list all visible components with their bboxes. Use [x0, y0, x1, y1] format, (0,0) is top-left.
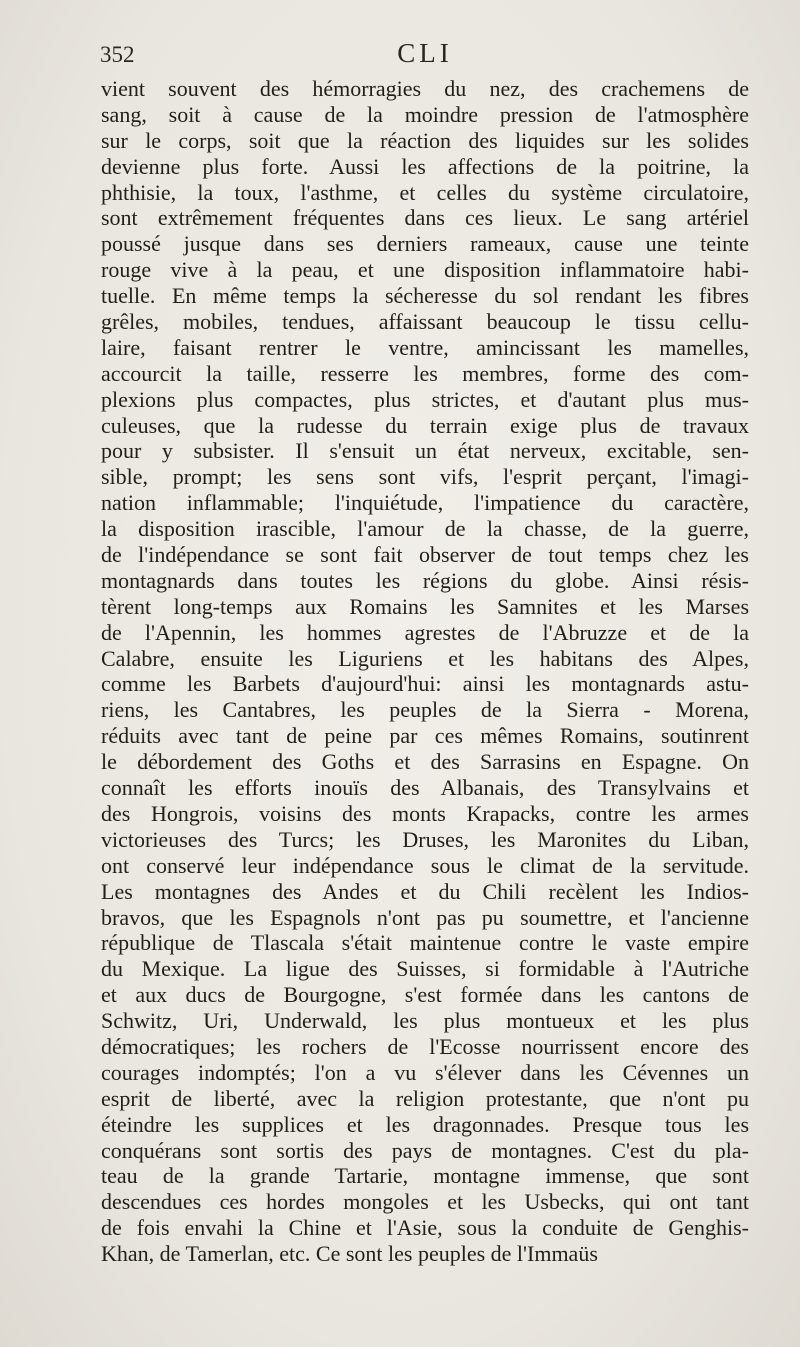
text-line: éteindre les supplices et les dragonnades. Presque tous les: [101, 1111, 749, 1137]
text-line: culeuses, que la rudesse du terrain exige plus de travaux: [101, 412, 749, 438]
text-line: accourcit la taille, resserre les membres, forme des com-: [101, 360, 749, 386]
text-line: des Hongrois, voisins des monts Krapacks, contre les armes: [101, 800, 749, 826]
text-line: descendues ces hordes mongoles et les Usbecks, qui ont tant: [101, 1189, 749, 1215]
running-head: CLI: [397, 38, 453, 68]
page-header: [100, 38, 750, 72]
text-line: de fois envahi la Chine et l'Asie, sous la conduite de Genghis-: [101, 1215, 749, 1241]
text-line: tuelle. En même temps la sécheresse du sol rendant les fibres: [101, 283, 749, 309]
text-line: sible, prompt; les sens sont vifs, l'esprit perçant, l'imagi-: [101, 464, 749, 490]
text-line: Calabre, ensuite les Liguriens et les habitans des Alpes,: [101, 645, 749, 671]
text-line: démocratiques; les rochers de l'Ecosse nourrissent encore des: [101, 1033, 749, 1059]
text-line: sur le corps, soit que la réaction des liquides sur les solides: [101, 127, 749, 153]
text-line: laire, faisant rentrer le ventre, amincissant les mamelles,: [101, 334, 749, 360]
text-line: esprit de liberté, avec la religion protestante, que n'ont pu: [101, 1085, 749, 1111]
text-line: phthisie, la toux, l'asthme, et celles du système circulatoire,: [101, 179, 749, 205]
text-line: conquérans sont sortis des pays de montagnes. C'est du pla-: [101, 1137, 749, 1163]
text-line: tèrent long-temps aux Romains les Samnites et les Marses: [101, 593, 749, 619]
text-line: comme les Barbets d'aujourd'hui: ainsi les montagnards astu-: [101, 671, 749, 697]
text-line: du Mexique. La ligue des Suisses, si formidable à l'Autriche: [101, 956, 749, 982]
text-line: et aux ducs de Bourgogne, s'est formée dans les cantons de: [101, 982, 749, 1008]
text-line: de l'indépendance se sont fait observer de tout temps chez les: [101, 542, 749, 568]
body-text: [101, 76, 749, 1267]
text-line: devienne plus forte. Aussi les affections de la poitrine, la: [101, 153, 749, 179]
text-line: sang, soit à cause de la moindre pression de l'atmosphère: [101, 101, 749, 127]
text-line: plexions plus compactes, plus strictes, et d'autant plus mus-: [101, 386, 749, 412]
text-line: sont extrêmement fréquentes dans ces lieux. Le sang artériel: [101, 205, 749, 231]
text-line: nation inflammable; l'inquiétude, l'impatience du caractère,: [101, 490, 749, 516]
text-line: rouge vive à la peau, et une disposition inflammatoire habi-: [101, 257, 749, 283]
text-line: réduits avec tant de peine par ces mêmes Romains, soutinrent: [101, 723, 749, 749]
text-line: Schwitz, Uri, Underwald, les plus montueux et les plus: [101, 1008, 749, 1034]
text-line: république de Tlascala s'était maintenue contre le vaste empire: [101, 930, 749, 956]
text-line: ont conservé leur indépendance sous le climat de la servitude.: [101, 852, 749, 878]
text-line: pour y subsister. Il s'ensuit un état nerveux, excitable, sen-: [101, 438, 749, 464]
page-number: 352: [100, 42, 135, 67]
text-line: courages indomptés; l'on a vu s'élever dans les Cévennes un: [101, 1059, 749, 1085]
text-line: Les montagnes des Andes et du Chili recèlent les Indios-: [101, 878, 749, 904]
text-line: montagnards dans toutes les régions du globe. Ainsi résis-: [101, 567, 749, 593]
text-line: riens, les Cantabres, les peuples de la Sierra - Morena,: [101, 697, 749, 723]
text-line: Khan, de Tamerlan, etc. Ce sont les peuples de l'Immaüs: [101, 1241, 598, 1267]
text-line: teau de la grande Tartarie, montagne immense, que sont: [101, 1163, 749, 1189]
text-line: connaît les efforts inouïs des Albanais, des Transylvains et: [101, 775, 749, 801]
text-line: le débordement des Goths et des Sarrasins en Espagne. On: [101, 749, 749, 775]
text-line: la disposition irascible, l'amour de la chasse, de la guerre,: [101, 516, 749, 542]
text-line: vient souvent des hémorragies du nez, des crachemens de: [101, 76, 749, 101]
text-line: grêles, mobiles, tendues, affaissant beaucoup le tissu cellu-: [101, 309, 749, 335]
text-line: victorieuses des Turcs; les Druses, les Maronites du Liban,: [101, 826, 749, 852]
text-line: de l'Apennin, les hommes agrestes de l'Abruzze et de la: [101, 619, 749, 645]
text-line: bravos, que les Espagnols n'ont pas pu soumettre, et l'ancienne: [101, 904, 749, 930]
text-line: poussé jusque dans ses derniers rameaux, cause une teinte: [101, 231, 749, 257]
